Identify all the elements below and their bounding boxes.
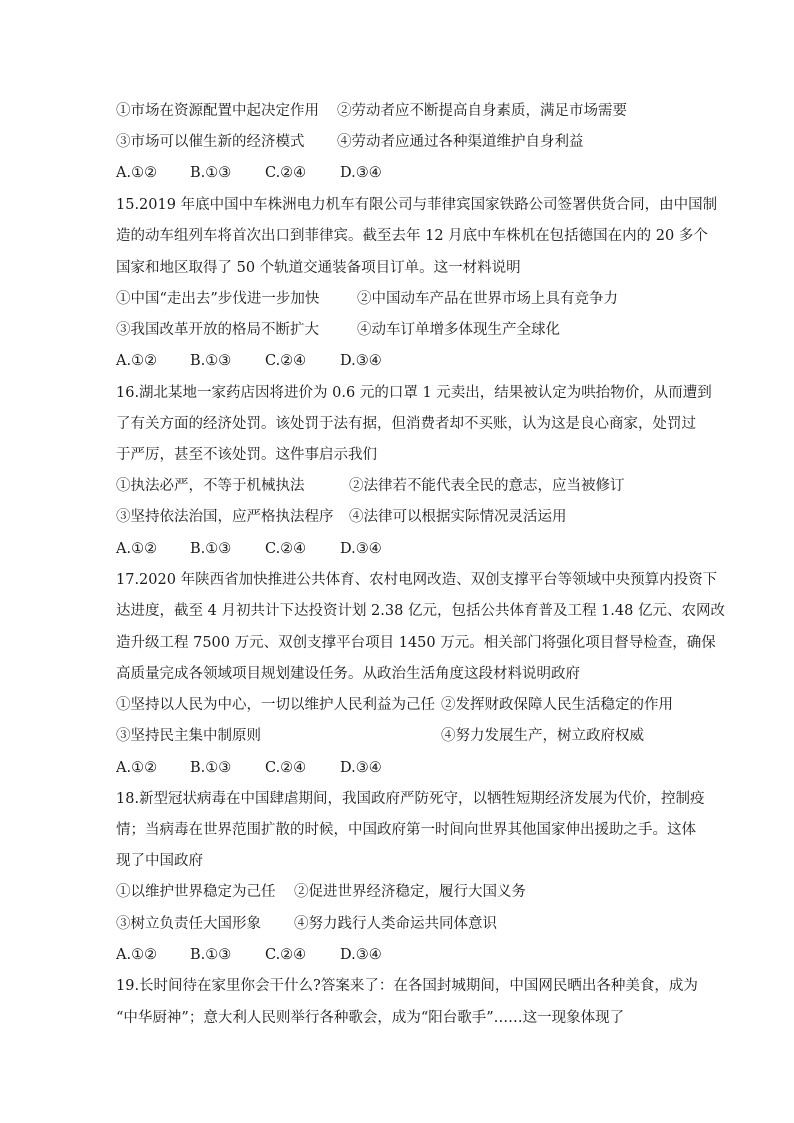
q14-answer-c: C.②④	[265, 165, 307, 181]
q15-stem-line-1: 15.2019 年底中国中车株洲电力机车有限公司与菲律宾国家铁路公司签署供货合同，由中国制	[116, 197, 718, 213]
q14-option-1: ①市场在资源配置中起决定作用	[116, 103, 319, 119]
q18-stem-line-1: 18.新型冠状病毒在中国肆虐期间，我国政府严防死守，以牺牲短期经济发展为代价，控制疫	[116, 791, 705, 807]
q17-answer-a: A.①②	[116, 760, 158, 776]
q18-option-4: ④努力践行人类命运共同体意识	[294, 916, 497, 932]
q17-option-1: ①坚持以人民为中心，一切以维护人民利益为己任	[116, 697, 435, 713]
q17-answer-b: B.①③	[190, 760, 232, 776]
q16-stem-line-2: 了有关方面的经济处罚。该处罚于法有据，但消费者却不买账，认为这是良心商家，处罚过	[116, 416, 696, 432]
q16-option-2: ②法律若不能代表全民的意志，应当被修订	[349, 478, 625, 494]
q15-option-1: ①中国“走出去”步伐进一步加快	[116, 291, 320, 307]
q15-option-4: ④动车订单增多体现生产全球化	[357, 322, 560, 338]
q16-answer-c: C.②④	[265, 541, 307, 557]
q17-stem-line-4: 高质量完成各领域项目规划建设任务。从政治生活角度这段材料说明政府	[116, 666, 580, 682]
q14-answer-a: A.①②	[116, 165, 158, 181]
q15-option-3: ③我国改革开放的格局不断扩大	[116, 322, 319, 338]
q15-option-2: ②中国动车产品在世界市场上具有竞争力	[357, 291, 618, 307]
q17-answer-d: D.③④	[340, 760, 382, 776]
q17-option-2: ②发挥财政保障人民生活稳定的作用	[441, 697, 673, 713]
q14-answer-d: D.③④	[340, 165, 382, 181]
q16-option-3: ③坚持依法治国，应严格执法程序	[116, 509, 334, 525]
q15-answer-c: C.②④	[265, 353, 307, 369]
q18-answer-c: C.②④	[265, 947, 307, 963]
q18-option-2: ②促进世界经济稳定，履行大国义务	[294, 884, 526, 900]
q17-option-3: ③坚持民主集中制原则	[116, 728, 261, 744]
q19-stem-line-1: 19.长时间待在家里你会干什么?答案来了：在各国封城期间，中国网民晒出各种美食，成为	[116, 978, 698, 994]
q16-answer-b: B.①③	[190, 541, 232, 557]
q17-stem-line-1: 17.2020 年陕西省加快推进公共体育、农村电网改造、双创支撑平台等领域中央预算内投资下	[116, 572, 718, 588]
q18-option-1: ①以维护世界稳定为己任	[116, 884, 276, 900]
q18-answer-d: D.③④	[340, 947, 382, 963]
q16-stem-line-1: 16.湖北某地一家药店因将进价为 0.6 元的口罩 1 元卖出，结果被认定为哄抬物价，从而遭到	[116, 385, 712, 401]
q18-stem-line-3: 现了中国政府	[116, 853, 203, 869]
q17-stem-line-2: 达进度，截至 4 月初共计下达投资计划 2.38 亿元，包括公共体育普及工程 1.48 亿元、农网改	[116, 603, 725, 619]
q16-answer-d: D.③④	[340, 541, 382, 557]
q16-option-1: ①执法必严，不等于机械执法	[116, 478, 305, 494]
q15-stem-line-3: 国家和地区取得了 50 个轨道交通装备项目订单。这一材料说明	[116, 260, 521, 276]
q16-stem-line-3: 于严厉，甚至不该处罚。这件事启示我们	[116, 447, 377, 463]
q14-option-2: ②劳动者应不断提高自身素质，满足市场需要	[337, 103, 627, 119]
q14-option-4: ④劳动者应通过各种渠道维护自身利益	[337, 134, 584, 150]
q15-stem-line-2: 造的动车组列车将首次出口到菲律宾。截至去年 12 月底中车株机在包括德国在内的 20 多个	[116, 228, 708, 244]
q18-answer-b: B.①③	[190, 947, 232, 963]
q17-stem-line-3: 造升级工程 7500 万元、双创支撑平台项目 1450 万元。相关部门将强化项目督导检查，确保	[116, 635, 716, 651]
q15-answer-b: B.①③	[190, 353, 232, 369]
q15-answer-d: D.③④	[340, 353, 382, 369]
q19-stem-line-2: “中华厨神”；意大利人民则举行各种歌会，成为“阳台歌手”……这一现象体现了	[116, 1010, 625, 1026]
q18-answer-a: A.①②	[116, 947, 158, 963]
q15-answer-a: A.①②	[116, 353, 158, 369]
q14-answer-b: B.①③	[190, 165, 232, 181]
q17-answer-c: C.②④	[265, 760, 307, 776]
q16-option-4: ④法律可以根据实际情况灵活运用	[349, 509, 567, 525]
q18-stem-line-2: 情；当病毒在世界范围扩散的时候，中国政府第一时间向世界其他国家伸出援助之手。这体	[116, 822, 696, 838]
q18-option-3: ③树立负责任大国形象	[116, 916, 261, 932]
q17-option-4: ④努力发展生产，树立政府权威	[441, 728, 644, 744]
q16-answer-a: A.①②	[116, 541, 158, 557]
q14-option-3: ③市场可以催生新的经济模式	[116, 134, 305, 150]
